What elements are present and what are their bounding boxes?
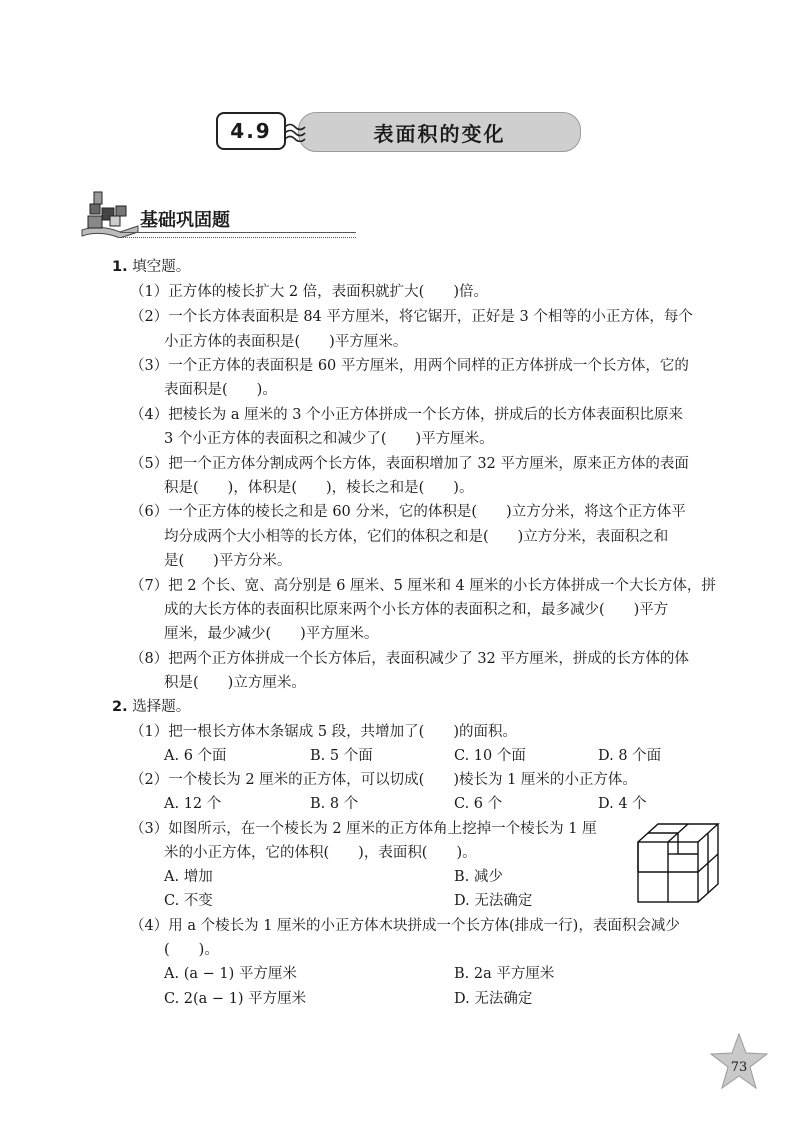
lesson-header	[216, 112, 581, 152]
option-a: A. 增加	[164, 869, 213, 885]
q1-line: （3）一个正方体的表面积是 60 平方厘米，用两个同样的正方体拼成一个长方体，它的	[130, 358, 689, 374]
lesson-number: 4.9	[216, 112, 286, 150]
q1-number: 1.	[112, 259, 128, 275]
section-header	[80, 186, 300, 238]
cube-figure	[636, 822, 726, 904]
option-b: B. 5 个面	[310, 748, 373, 764]
q1-line: 积是( )立方厘米。	[164, 675, 306, 691]
q1-heading	[112, 257, 190, 277]
q1-line: （5）把一个正方体分割成两个长方体，表面积增加了 32 平方厘米，原来正方体的表面	[130, 456, 689, 472]
blocks-icon	[80, 186, 142, 238]
option-c: C. 10 个面	[454, 748, 526, 764]
q2-s2-text: （2）一个棱长为 2 厘米的正方体，可以切成( )棱长为 1 厘米的小正方体。	[130, 772, 637, 788]
option-a: A. (a − 1) 平方厘米	[164, 966, 297, 982]
q2-s4-line: （4）用 a 个棱长为 1 厘米的小正方体木块拼成一个长方体(排成一行)，表面积会减少	[130, 918, 680, 934]
option-b: B. 8 个	[310, 796, 359, 812]
q1-line: 厘米，最少减少( )平方厘米。	[164, 626, 379, 642]
page-number: 73	[730, 1060, 748, 1075]
option-c: C. 2(a − 1) 平方厘米	[164, 991, 307, 1007]
q2-number: 2.	[112, 699, 128, 715]
option-b: B. 减少	[454, 869, 503, 885]
option-c: C. 不变	[164, 893, 213, 909]
q1-line: 均分成两个大小相等的长方体，它们的体积之和是( )立方分米，表面积之和	[164, 529, 669, 545]
option-d: D. 4 个	[598, 796, 647, 812]
q2-heading	[112, 697, 190, 717]
q2-s4-line: ( )。	[164, 942, 219, 958]
q1-line: 3 个小正方体的表面积之和减少了( )平方厘米。	[164, 431, 494, 447]
q1-line: 小正方体的表面积是( )平方厘米。	[164, 334, 408, 350]
q2-title: 选择题。	[132, 699, 191, 715]
option-d: D. 无法确定	[454, 893, 533, 909]
q1-line: （6）一个正方体的棱长之和是 60 分米，它的体积是( )立方分米，将这个正方体平	[130, 504, 686, 520]
option-a: A. 12 个	[164, 796, 222, 812]
q1-line: （7）把 2 个长、宽、高分别是 6 厘米、5 厘米和 4 厘米的小长方体拼成一个大长方体，拼	[130, 578, 716, 594]
q2-s1-text: （1）把一根长方体木条锯成 5 段，共增加了( )的面积。	[130, 724, 517, 740]
section-title: 基础巩固题	[140, 210, 230, 231]
option-d: D. 8 个面	[598, 748, 662, 764]
q1-line: （8）把两个正方体拼成一个长方体后，表面积减少了 32 平方厘米，拼成的长方体的体	[130, 651, 689, 667]
q2-s3-line: 米的小正方体，它的体积( )，表面积( )。	[164, 845, 477, 861]
q1-title: 填空题。	[132, 259, 191, 275]
q1-line: 是( )平方分米。	[164, 553, 292, 569]
wave-icon	[284, 122, 306, 142]
q1-line: 表面积是( )。	[164, 382, 277, 398]
option-d: D. 无法确定	[454, 991, 533, 1007]
q1-line: 成的大长方体的表面积比原来两个小长方体的表面积之和，最多减少( )平方	[164, 602, 669, 618]
option-b: B. 2a 平方厘米	[454, 966, 555, 982]
section-underline	[120, 232, 356, 238]
lesson-title: 表面积的变化	[298, 112, 581, 152]
q1-line: （2）一个长方体表面积是 84 平方厘米，将它锯开，正好是 3 个相等的小正方体，每个	[130, 309, 693, 325]
q1-line: （1）正方体的棱长扩大 2 倍，表面积就扩大( )倍。	[130, 284, 488, 300]
option-a: A. 6 个面	[164, 748, 227, 764]
q1-line: 积是( )，体积是( )，棱长之和是( )。	[164, 480, 474, 496]
q1-line: （4）把棱长为 a 厘米的 3 个小正方体拼成一个长方体，拼成后的长方体表面积比原来	[130, 407, 684, 423]
q2-s3-line: （3）如图所示，在一个棱长为 2 厘米的正方体角上挖掉一个棱长为 1 厘	[130, 821, 597, 837]
option-c: C. 6 个	[454, 796, 503, 812]
